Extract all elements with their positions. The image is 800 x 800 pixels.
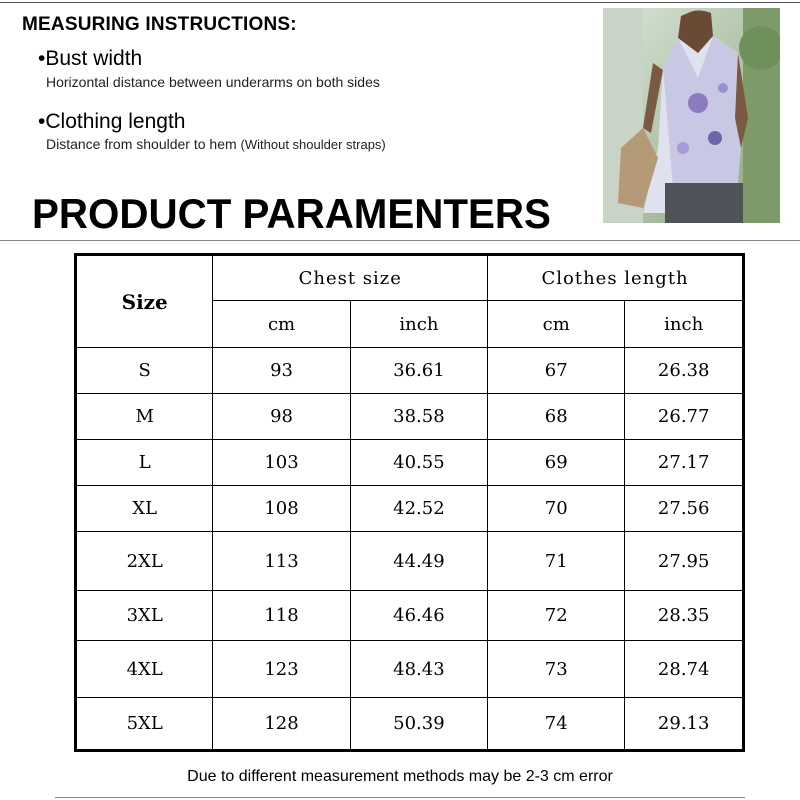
table-row: [76, 532, 744, 591]
chest-cm-cell: 93: [213, 348, 350, 394]
unit-header: inch: [625, 301, 744, 348]
chest-inch-cell: 42.52: [350, 486, 487, 532]
unit-header: inch: [350, 301, 487, 348]
chest-cm-cell: 103: [213, 440, 350, 486]
chest-cm-cell: 98: [213, 394, 350, 440]
size-cell: 2XL: [76, 532, 213, 591]
measurement-error-note: Due to different measurement methods may be 2-3 cm error: [187, 768, 613, 785]
chest-inch-cell: 46.46: [350, 591, 487, 641]
length-cm-cell: 71: [488, 532, 625, 591]
chest-inch-cell: 44.49: [350, 532, 487, 591]
top-divider: [0, 2, 800, 3]
chest-inch-cell: 36.61: [350, 348, 487, 394]
chest-inch-cell: 40.55: [350, 440, 487, 486]
length-cm-cell: 73: [488, 641, 625, 698]
table-row: [76, 394, 744, 440]
chest-cm-cell: 118: [213, 591, 350, 641]
bottom-divider: [55, 797, 745, 798]
size-cell: 3XL: [76, 591, 213, 641]
length-cm-cell: 70: [488, 486, 625, 532]
size-cell: 4XL: [76, 641, 213, 698]
length-inch-cell: 29.13: [625, 698, 744, 751]
length-cm-cell: 72: [488, 591, 625, 641]
chest-inch-cell: 48.43: [350, 641, 487, 698]
table-row: [76, 348, 744, 394]
length-cm-cell: 68: [488, 394, 625, 440]
length-inch-cell: 27.17: [625, 440, 744, 486]
chest-size-header: Chest size: [213, 255, 488, 301]
clothes-length-header: Clothes length: [488, 255, 744, 301]
unit-header: cm: [213, 301, 350, 348]
measuring-heading: MEASURING INSTRUCTIONS:: [22, 14, 297, 35]
table-row: [76, 698, 744, 751]
length-inch-cell: 28.35: [625, 591, 744, 641]
clothing-length-desc: Distance from shoulder to hem (Without shoulder straps): [46, 136, 386, 152]
bullet: •: [38, 110, 46, 133]
chest-cm-cell: 108: [213, 486, 350, 532]
size-cell: L: [76, 440, 213, 486]
length-inch-cell: 27.56: [625, 486, 744, 532]
size-header: Size: [76, 255, 213, 348]
chest-inch-cell: 38.58: [350, 394, 487, 440]
length-inch-cell: 27.95: [625, 532, 744, 591]
chest-cm-cell: 128: [213, 698, 350, 751]
length-inch-cell: 28.74: [625, 641, 744, 698]
unit-header: cm: [488, 301, 625, 348]
table-row: [76, 486, 744, 532]
bullet: •: [38, 47, 46, 70]
table-row: [76, 591, 744, 641]
size-cell: XL: [76, 486, 213, 532]
chest-cm-cell: 113: [213, 532, 350, 591]
bust-width-desc: Horizontal distance between underarms on both sides: [46, 74, 380, 90]
clothing-length-title: •Clothing length: [38, 110, 186, 133]
length-cm-cell: 74: [488, 698, 625, 751]
length-cm-cell: 67: [488, 348, 625, 394]
page-title: PRODUCT PARAMENTERS: [32, 190, 551, 237]
chest-cm-cell: 123: [213, 641, 350, 698]
title-divider: [0, 240, 800, 241]
size-cell: 5XL: [76, 698, 213, 751]
size-chart-table: [74, 253, 745, 752]
length-inch-cell: 26.77: [625, 394, 744, 440]
size-cell: S: [76, 348, 213, 394]
table-row: [76, 641, 744, 698]
table-row: [76, 440, 744, 486]
size-cell: M: [76, 394, 213, 440]
product-photo: [603, 8, 780, 223]
length-cm-cell: 69: [488, 440, 625, 486]
bust-width-title: •Bust width: [38, 47, 143, 70]
chest-inch-cell: 50.39: [350, 698, 487, 751]
length-inch-cell: 26.38: [625, 348, 744, 394]
